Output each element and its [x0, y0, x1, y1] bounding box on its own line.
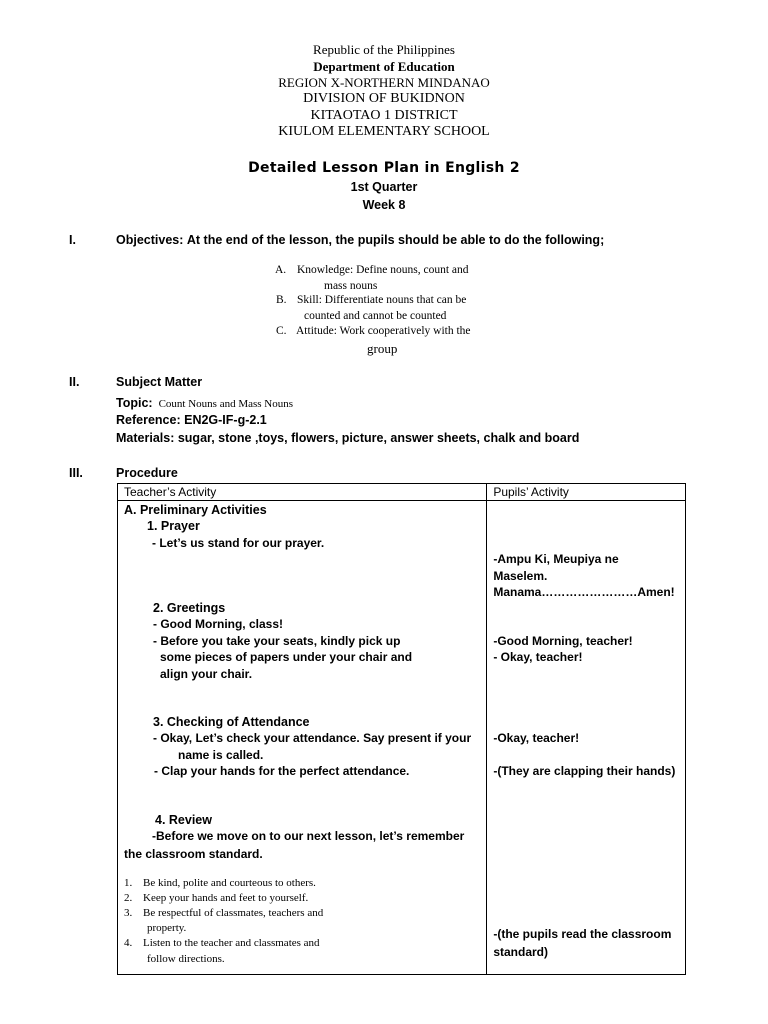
preliminary-activities-heading: A. Preliminary Activities: [124, 503, 267, 517]
standard-2-num: 2.: [124, 892, 133, 904]
teacher-column-label: Teacher’s Activity: [124, 485, 217, 499]
header-department: Department of Education: [313, 59, 455, 74]
greetings-title: 2. Greetings: [153, 601, 226, 615]
prayer-pupil-line2: Maselem.: [493, 569, 548, 583]
objective-letter-b: B.: [276, 294, 287, 306]
greetings-pupil-line2: - Okay, teacher!: [493, 650, 583, 664]
week-label: Week 8: [362, 198, 406, 212]
standard-3-num: 3.: [124, 907, 133, 919]
standard-1-text: Be kind, polite and courteous to others.: [143, 877, 316, 889]
standard-4-text: Listen to the teacher and classmates and: [143, 937, 320, 949]
subject-matter-heading: Subject Matter: [116, 375, 203, 389]
attendance-title: 3. Checking of Attendance: [153, 715, 310, 729]
teacher-activity-cell: [118, 501, 487, 975]
procedure-heading: Procedure: [116, 466, 178, 480]
objective-c-line2: group: [367, 341, 398, 356]
attendance-pupil-line2: -(They are clapping their hands): [493, 764, 676, 778]
procedure-table: [117, 483, 686, 975]
attendance-teacher-line2: name is called.: [178, 748, 264, 762]
standard-1-num: 1.: [124, 877, 133, 889]
header-division: DIVISION OF BUKIDNON: [303, 91, 465, 106]
section-numeral-subject: II.: [69, 375, 80, 389]
objectives-intro: At the end of the lesson, the pupils should be able to do the following;: [186, 233, 605, 247]
materials-value: sugar, stone ,toys, flowers, picture, answer sheets, chalk and board: [177, 431, 580, 445]
review-title: 4. Review: [155, 813, 212, 827]
lesson-plan-title: Detailed Lesson Plan in English 2: [248, 160, 520, 176]
review-pupil-line2: standard): [493, 945, 549, 959]
topic-line: [116, 394, 293, 412]
prayer-pupil-line1: -Ampu Ki, Meupiya ne: [493, 552, 619, 566]
teacher-column-header: [118, 484, 487, 501]
prayer-teacher-line: - Let’s us stand for our prayer.: [152, 536, 325, 550]
objective-b-line2: counted and cannot be counted: [304, 310, 447, 322]
attendance-teacher-line3: - Clap your hands for the perfect attendance.: [154, 764, 410, 778]
header-school: KIULOM ELEMENTARY SCHOOL: [278, 124, 490, 139]
reference-value: EN2G-IF-g-2.1: [184, 413, 267, 427]
objectives-heading: Objectives:: [116, 233, 184, 247]
greetings-teacher-line4: align your chair.: [160, 667, 253, 681]
objective-letter-c: C.: [276, 325, 287, 337]
topic-value: Count Nouns and Mass Nouns: [158, 398, 294, 410]
standard-3-text: Be respectful of classmates, teachers and: [143, 907, 324, 919]
prayer-pupil-line3: Manama……………………Amen!: [493, 585, 675, 599]
quarter-label: 1st Quarter: [350, 180, 418, 194]
materials-label: Materials:: [116, 431, 175, 445]
objective-b-line1: Skill: Differentiate nouns that can be: [297, 294, 467, 306]
greetings-teacher-line2: - Before you take your seats, kindly pick up: [153, 634, 401, 648]
objectives-line: [116, 233, 604, 247]
greetings-pupil-line1: -Good Morning, teacher!: [493, 634, 633, 648]
header-district: KITAOTAO 1 DISTRICT: [310, 108, 458, 123]
pupils-column-header: [487, 484, 686, 501]
objective-c-line1: Attitude: Work cooperatively with the: [296, 325, 471, 337]
pupils-activity-cell: [487, 501, 686, 975]
reference-label: Reference:: [116, 413, 181, 427]
topic-label: Topic:: [116, 396, 153, 410]
objective-a-line1: Knowledge: Define nouns, count and: [297, 264, 469, 276]
standard-4-num: 4.: [124, 937, 133, 949]
standard-4-text-cont: follow directions.: [147, 953, 225, 965]
review-pupil-line1: -(the pupils read the classroom: [493, 927, 672, 941]
standard-2-text: Keep your hands and feet to yourself.: [143, 892, 309, 904]
attendance-pupil-line1: -Okay, teacher!: [493, 731, 580, 745]
header-republic: Republic of the Philippines: [313, 42, 455, 57]
reference-line: [116, 413, 267, 427]
pupils-column-label: Pupils’ Activity: [493, 485, 569, 499]
attendance-teacher-line1: - Okay, Let’s check your attendance. Say present if your: [153, 731, 472, 745]
prayer-title: 1. Prayer: [147, 519, 200, 533]
section-numeral-objectives: I.: [69, 233, 76, 247]
standard-3-text-cont: property.: [147, 922, 187, 934]
review-teacher-line1: -Before we move on to our next lesson, let’s remember: [152, 829, 465, 843]
section-numeral-procedure: III.: [69, 466, 83, 480]
greetings-teacher-line3: some pieces of papers under your chair and: [160, 650, 413, 664]
procedure-table-body-row: [118, 501, 686, 975]
materials-line: [116, 431, 579, 445]
objective-letter-a: A.: [275, 264, 287, 276]
procedure-table-header-row: [118, 484, 686, 501]
header-region: REGION X-NORTHERN MINDANAO: [278, 75, 490, 90]
review-teacher-line2: the classroom standard.: [124, 847, 263, 861]
greetings-teacher-line1: - Good Morning, class!: [153, 617, 284, 631]
objective-a-line2: mass nouns: [324, 280, 378, 292]
